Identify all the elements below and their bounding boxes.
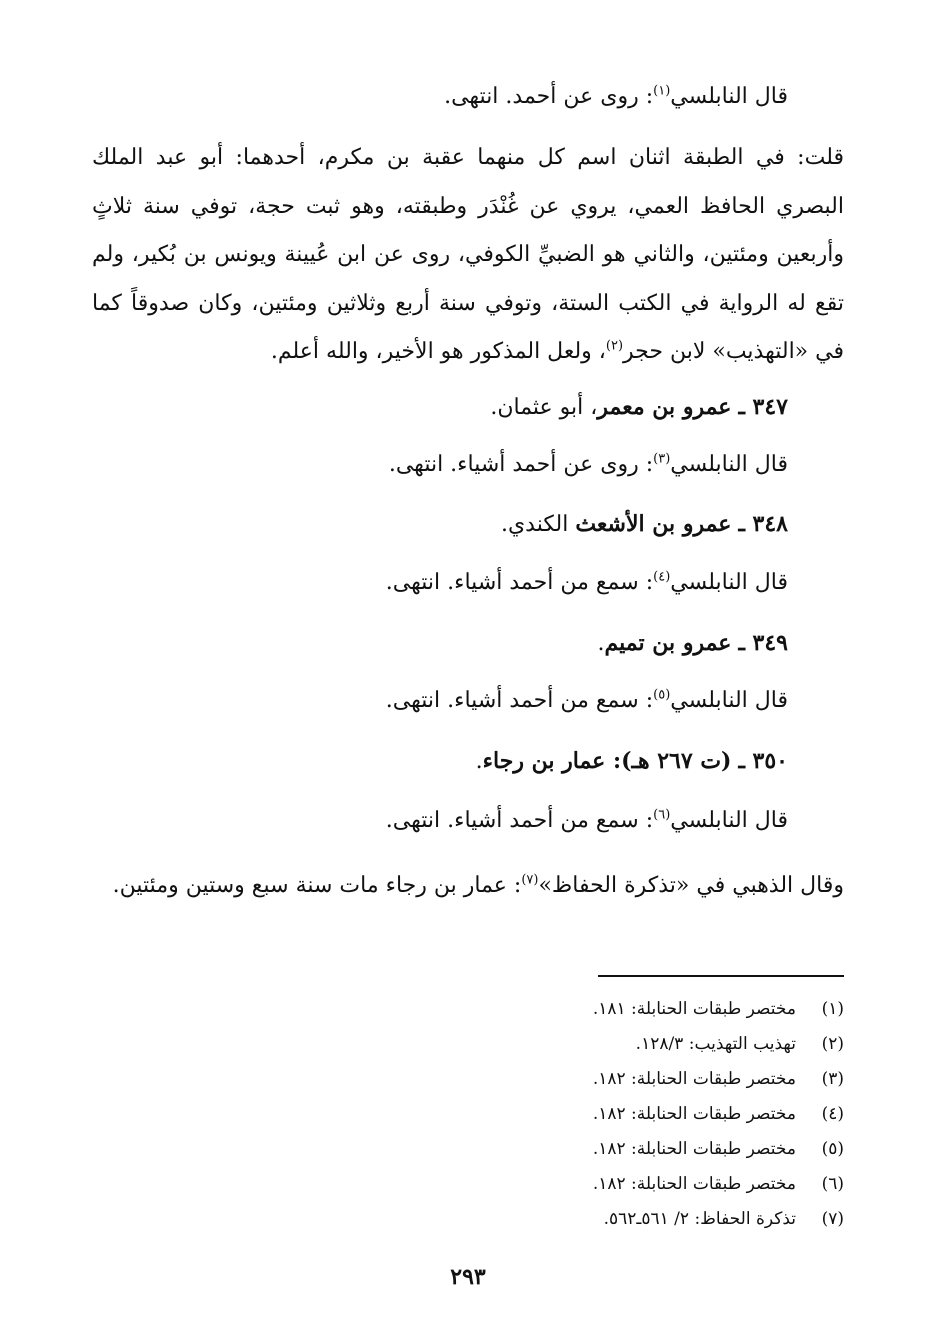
- footnote-ref-3[interactable]: (٣): [653, 451, 671, 467]
- footnote-item: [593, 1136, 844, 1162]
- entry-name: عمرو بن معمر: [597, 394, 732, 420]
- dhahabi-paragraph: [92, 858, 844, 914]
- quote-tail: : روى عن أحمد أشياء. انتهى.: [388, 452, 654, 477]
- quote-line-350: [386, 804, 788, 838]
- commentary-tail: ، ولعل المذكور هو الأخير، والله أعلم.: [270, 339, 606, 364]
- footnote-number: (٤): [821, 1104, 844, 1124]
- quote-line-349: [386, 684, 788, 718]
- dhahabi-tail: : عمار بن رجاء مات سنة سبع وستين ومئتين.: [112, 873, 522, 898]
- quote-tail: : روى عن أحمد. انتهى.: [444, 84, 654, 109]
- footnote-text: مختصر طبقات الحنابلة: ١٨٢.: [592, 1139, 796, 1159]
- commentary-paragraph: [92, 134, 844, 377]
- entry-350: [476, 744, 788, 779]
- entry-number: ٣٤٧ ـ: [738, 394, 788, 420]
- footnote-text: مختصر طبقات الحنابلة: ١٨١.: [592, 999, 796, 1019]
- footnote-number: (٦): [821, 1174, 844, 1194]
- footnote-number: (٧): [821, 1209, 844, 1229]
- entry-tail: ، أبو عثمان.: [490, 395, 598, 420]
- footnote-ref-6[interactable]: (٦): [653, 807, 671, 823]
- quote-text: قال النابلسي: [670, 808, 788, 833]
- page-number: ٢٩٣: [450, 1264, 486, 1290]
- footnote-ref-5[interactable]: (٥): [653, 687, 671, 703]
- footnote-item: [593, 1101, 844, 1127]
- footnote-text: تهذيب التهذيب: ١٢٨/٣.: [635, 1034, 796, 1054]
- entry-tail: .: [475, 749, 483, 774]
- footnote-text: تذكرة الحفاظ: ٢/ ٥٦١ـ٥٦٢.: [603, 1209, 796, 1229]
- entry-349: [598, 626, 788, 661]
- quote-text: قال النابلسي: [670, 84, 788, 109]
- quote-tail: : سمع من أحمد أشياء. انتهى.: [385, 688, 654, 713]
- entry-name: (ت ٢٦٧ هـ): عمار بن رجاء: [482, 748, 732, 774]
- quote-text: قال النابلسي: [670, 688, 788, 713]
- entry-name: عمرو بن تميم: [604, 630, 732, 656]
- footnote-item: [604, 1206, 844, 1232]
- footnote-text: مختصر طبقات الحنابلة: ١٨٢.: [592, 1069, 796, 1089]
- footnote-ref-1[interactable]: (١): [653, 83, 671, 99]
- commentary-text: قلت: في الطبقة اثنان اسم كل منهما عقبة بن مكرم، أحدهما: أبو عبد الملك البصري الحافظ العمي، يروي عن غُنْدَر وطبقته، وهو ثبت حجة، توفي سنة ثلاثٍ وأربعين ومئتين، والثاني هو الضبيِّ الكوفي، روى عن ابن عُيينة ويونس بن بُكير، ولم تقع له الرواية في الكتب الستة، وتوفي سنة أربع وثلاثين ومئتين، وكان صدوقاً كما في «التهذيب» لابن حجر: [92, 145, 844, 364]
- quote-tail: : سمع من أحمد أشياء. انتهى.: [385, 570, 654, 595]
- footnote-ref-4[interactable]: (٤): [653, 569, 671, 585]
- footnote-item: [593, 1066, 844, 1092]
- footnote-number: (١): [821, 999, 844, 1019]
- quote-line-348: [386, 566, 788, 600]
- footnote-text: مختصر طبقات الحنابلة: ١٨٢.: [592, 1174, 796, 1194]
- entry-number: ٣٤٨ ـ: [738, 511, 788, 537]
- quote-line-347: [389, 448, 788, 482]
- entry-name: عمرو بن الأشعث: [575, 511, 732, 537]
- footnote-text: مختصر طبقات الحنابلة: ١٨٢.: [592, 1104, 796, 1124]
- quote-tail: : سمع من أحمد أشياء. انتهى.: [385, 808, 654, 833]
- footnote-ref-7[interactable]: (٧): [521, 872, 539, 888]
- footnote-separator: [598, 975, 844, 977]
- quote-text: قال النابلسي: [670, 570, 788, 595]
- quote-text: قال النابلسي: [670, 452, 788, 477]
- entry-tail: الكندي.: [500, 512, 576, 537]
- footnote-number: (٢): [821, 1034, 844, 1054]
- entry-number: ٣٤٩ ـ: [738, 630, 788, 656]
- book-page: [92, 66, 844, 1296]
- entry-347: [490, 390, 788, 425]
- footnote-number: (٣): [821, 1069, 844, 1089]
- entry-number: ٣٥٠ ـ: [738, 748, 788, 774]
- footnote-item: [593, 996, 844, 1022]
- footnote-number: (٥): [821, 1139, 844, 1159]
- footnote-item: [636, 1031, 844, 1057]
- quote-line-1: [444, 80, 788, 114]
- entry-tail: .: [597, 631, 605, 656]
- footnote-item: [593, 1171, 844, 1197]
- footnote-ref-2[interactable]: (٢): [605, 338, 624, 354]
- entry-348: [501, 507, 788, 542]
- dhahabi-text: وقال الذهبي في «تذكرة الحفاظ»: [538, 873, 844, 898]
